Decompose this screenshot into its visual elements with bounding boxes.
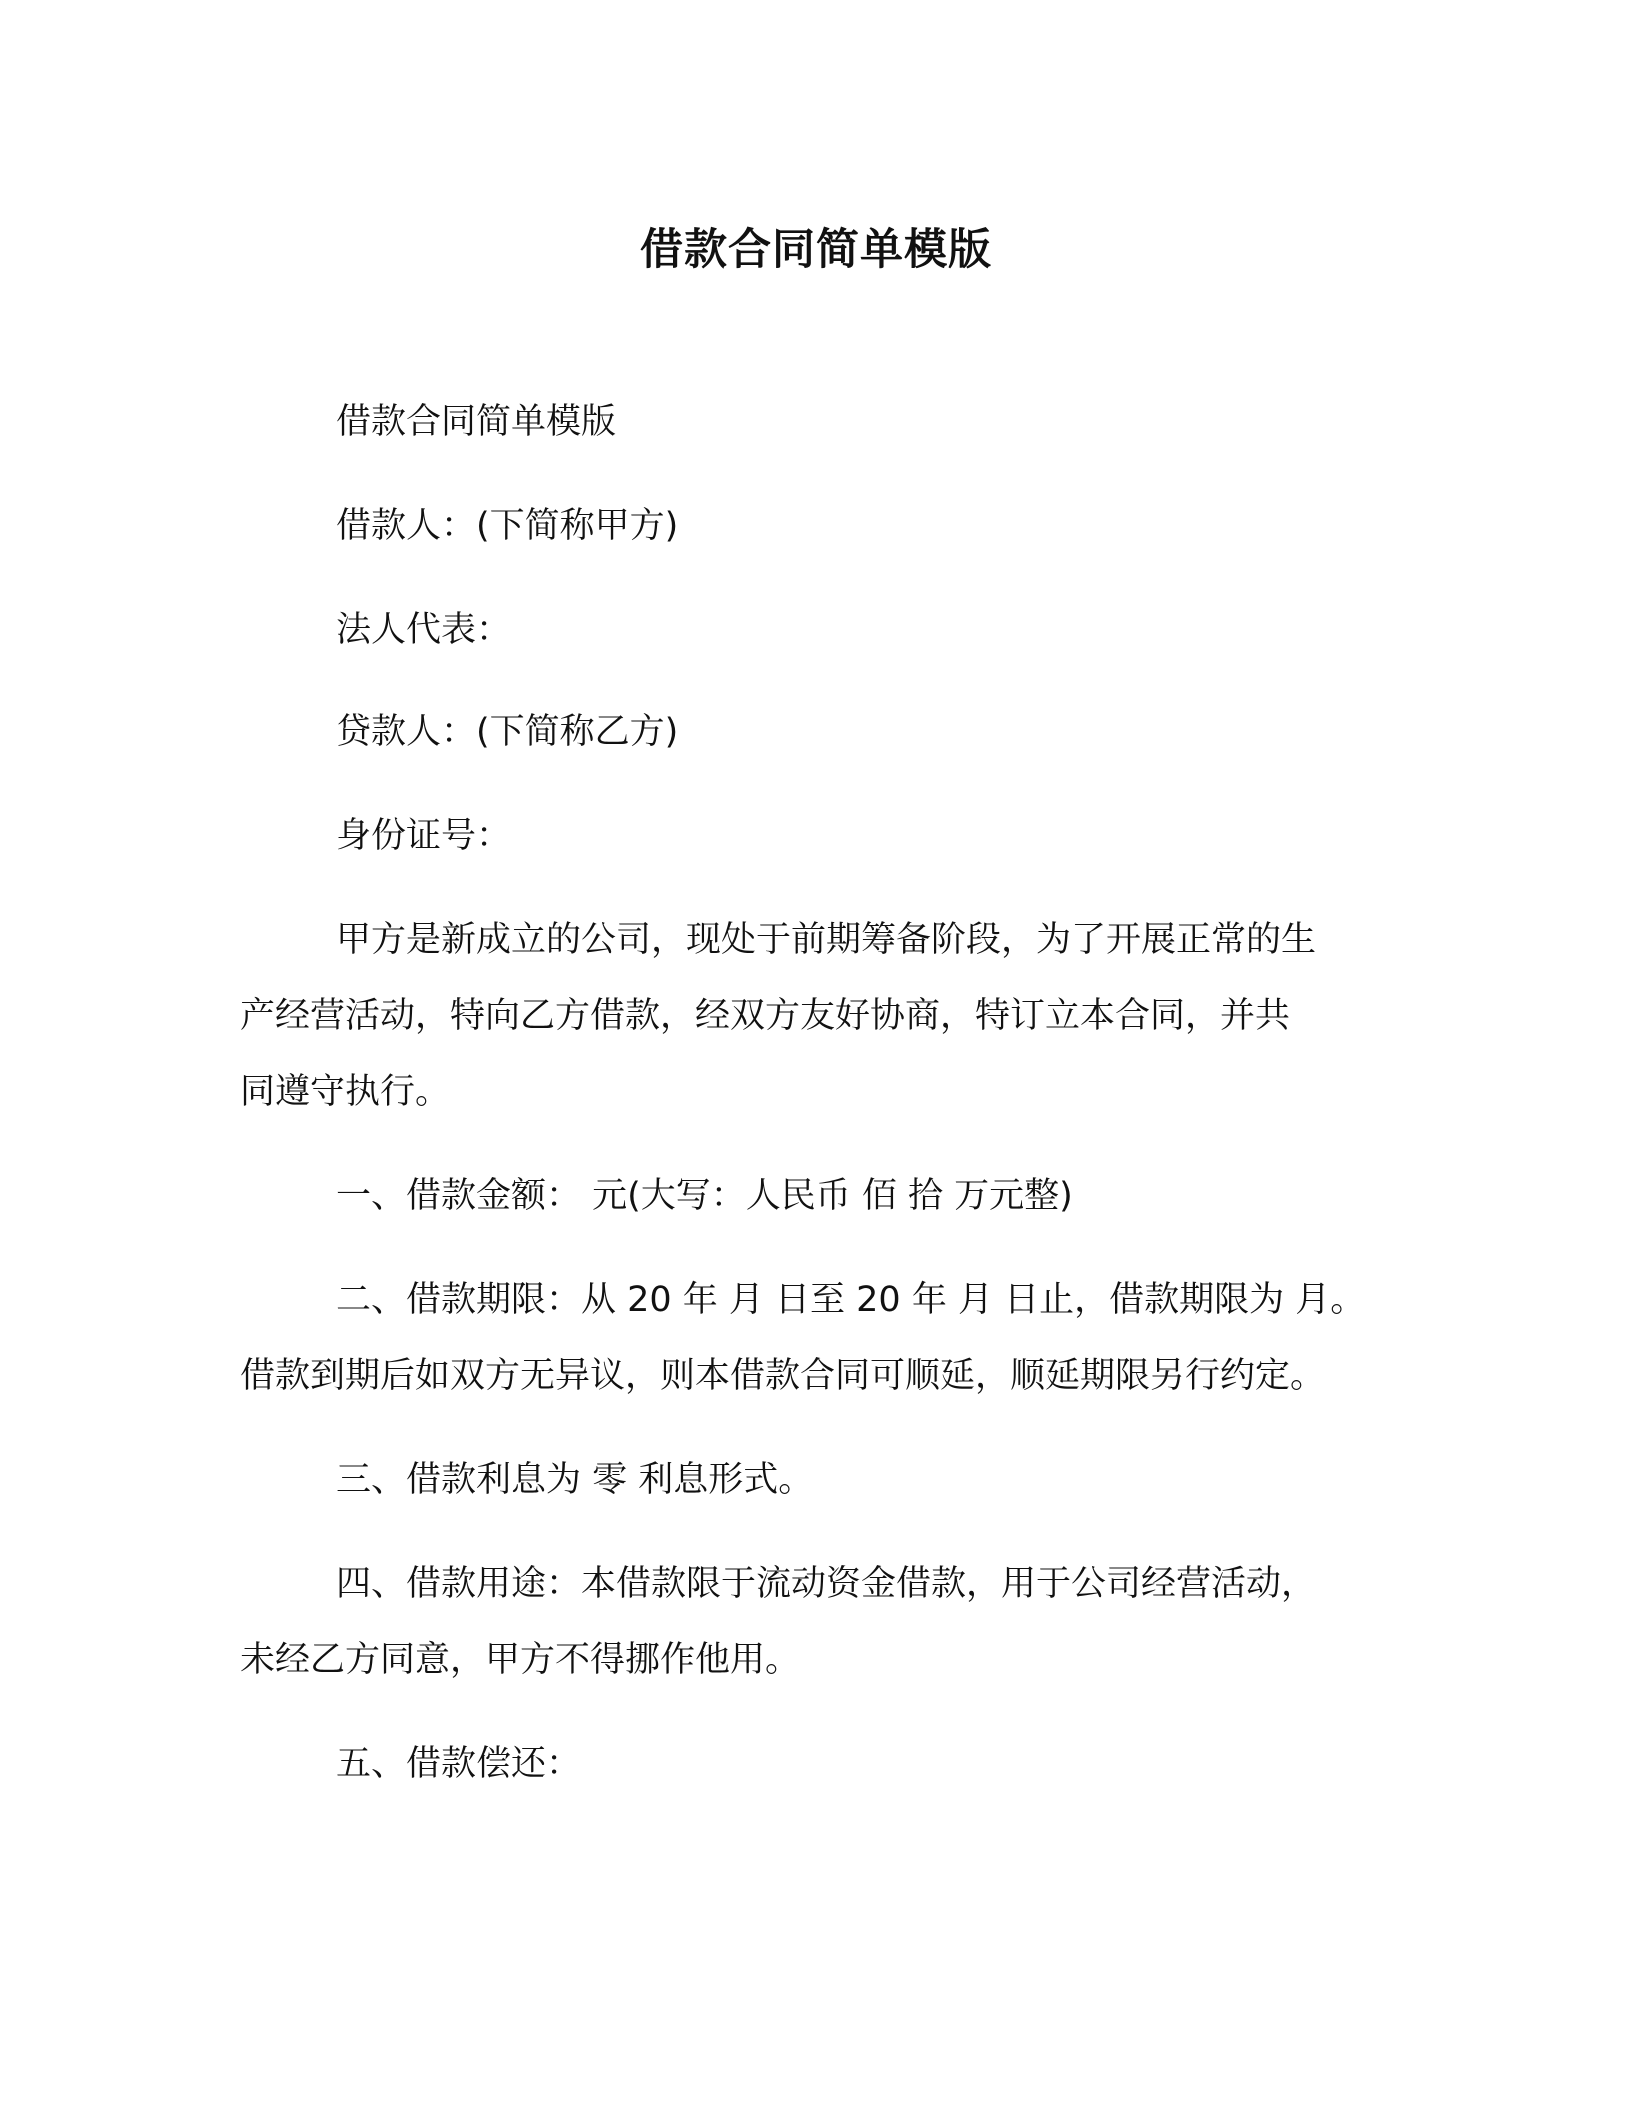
preamble-line-3: 同遵守执行。 [240,1072,451,1112]
borrower-line: 借款人：(下简称甲方) [336,506,679,546]
id-number-line: 身份证号： [336,816,512,856]
clause-1-amount: 一、借款金额： 元(大写：人民币 佰 拾 万元整) [336,1176,1073,1216]
preamble-line-2: 产经营活动，特向乙方借款，经双方友好协商，特订立本合同，并共 [240,996,1291,1036]
clause-4-purpose-line-1: 四、借款用途：本借款限于流动资金借款，用于公司经营活动， [336,1564,1317,1604]
clause-2-term-line-1: 二、借款期限：从 20 年 月 日至 20 年 月 日止，借款期限为 月。 [336,1280,1366,1320]
clause-2-term-line-2: 借款到期后如双方无异议，则本借款合同可顺延，顺延期限另行约定。 [240,1356,1326,1396]
document-title: 借款合同简单模版 [640,225,992,275]
legal-representative-line: 法人代表： [336,610,512,650]
clause-4-purpose-line-2: 未经乙方同意，甲方不得挪作他用。 [240,1640,801,1680]
clause-3-interest: 三、借款利息为 零 利息形式。 [336,1460,814,1500]
subtitle-line: 借款合同简单模版 [336,402,617,442]
lender-line: 贷款人：(下简称乙方) [336,712,679,752]
preamble-line-1: 甲方是新成立的公司，现处于前期筹备阶段，为了开展正常的生 [336,920,1317,960]
clause-5-repayment: 五、借款偿还： [336,1744,582,1784]
